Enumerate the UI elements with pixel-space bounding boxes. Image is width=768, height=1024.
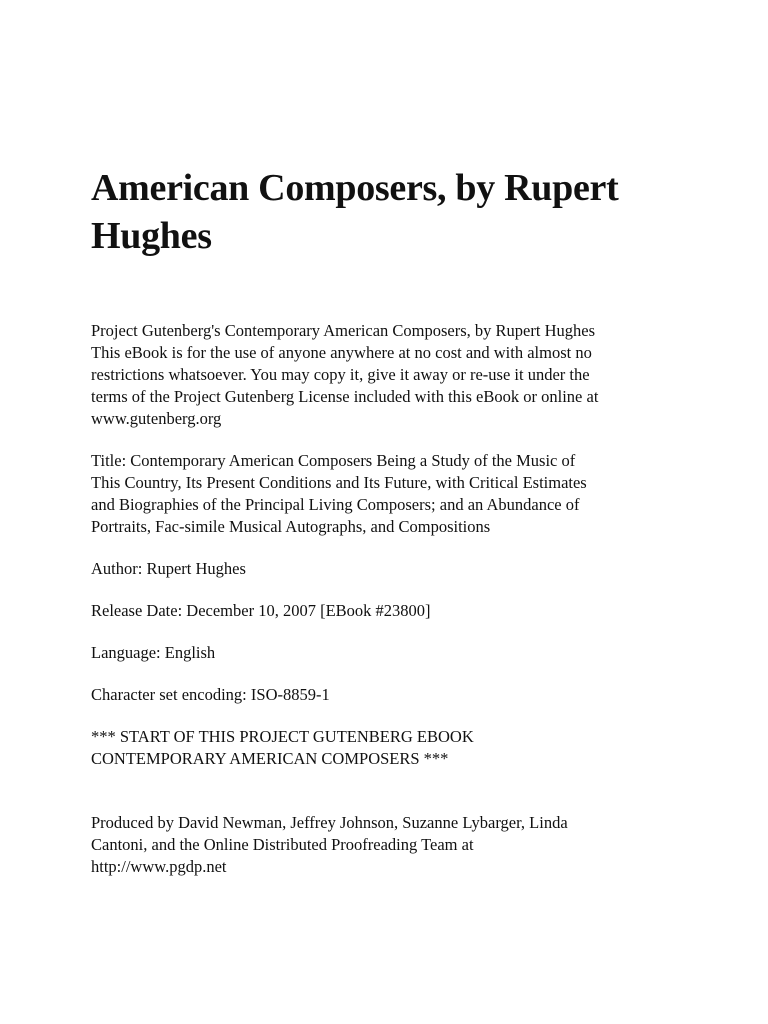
language-line: Language: English bbox=[91, 643, 216, 662]
document-heading: American Composers, by Rupert Hughes bbox=[91, 167, 619, 257]
title-paragraph: Title: Contemporary American Composers Being a Study of the Music of This Country, Its Present Conditions and Its Future, with Critical Estimates and Biographies of the Principal Living Composers; and an Abundance of Portraits, Fac-simile Musical Autographs, and Compositions bbox=[91, 451, 587, 536]
start-marker: *** START OF THIS PROJECT GUTENBERG EBOOK CONTEMPORARY AMERICAN COMPOSERS *** bbox=[91, 727, 474, 768]
document-page bbox=[91, 164, 691, 878]
charset-line: Character set encoding: ISO-8859-1 bbox=[91, 685, 330, 704]
author-line: Author: Rupert Hughes bbox=[91, 559, 246, 578]
license-paragraph: Project Gutenberg's Contemporary American Composers, by Rupert Hughes This eBook is for the use of anyone anywhere at no cost and with almost no restrictions whatsoever. You may copy it, give it away or re-use it under the terms of the Project Gutenberg License included with this eBook or online at www.gutenberg.org bbox=[91, 321, 599, 428]
produced-by-paragraph: Produced by David Newman, Jeffrey Johnson, Suzanne Lybarger, Linda Cantoni, and the Online Distributed Proofreading Team at http://www.pgdp.net bbox=[91, 813, 568, 876]
release-date-line: Release Date: December 10, 2007 [EBook #23800] bbox=[91, 601, 431, 620]
